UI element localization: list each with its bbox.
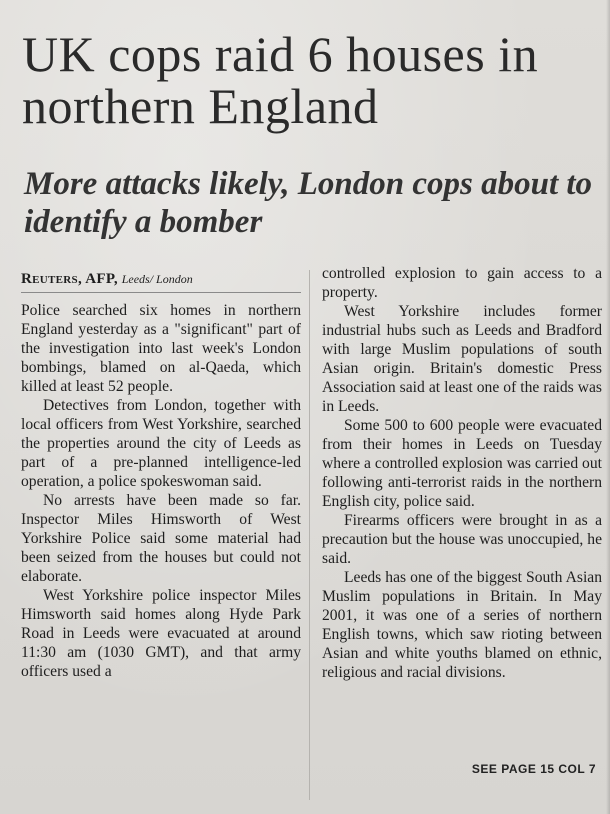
paragraph: controlled explosion to gain access to a property.	[322, 265, 602, 301]
paragraph: West Yorkshire police inspector Miles Himsworth said homes along Hyde Park Road in Leeds were evacuated at around 11:30 am (1030 GMT), and that army officers used a	[21, 587, 301, 680]
byline-location: Leeds/ London	[121, 272, 193, 286]
paragraph: No arrests have been made so far. Inspector Miles Himsworth of West Yorkshire Police said some material had been seized from the houses but could not elaborate.	[21, 492, 301, 585]
paragraph: Firearms officers were brought in as a precaution but the house was unoccupied, he said.	[322, 512, 602, 567]
paragraph: Police searched six homes in northern England yesterday as a "significant" part of the investigation into last week's London bombings, blamed on al-Qaeda, which killed at least 52 people.	[21, 302, 301, 395]
paragraph: Some 500 to 600 people were evacuated from their homes in Leeds on Tuesday where a controlled explosion was carried out following anti-terrorist raids in the northern English city, police said.	[322, 417, 602, 510]
paragraph: Leeds has one of the biggest South Asian Muslim populations in Britain. In May 2001, it was one of a series of northern English towns, which saw rioting between Asian and white youths blamed on ethnic, religious and racial divisions.	[322, 569, 602, 681]
byline-source: Reuters, AFP,	[21, 271, 118, 287]
continuation-jump-line: SEE PAGE 15 COL 7	[471, 762, 596, 776]
column-divider	[309, 270, 310, 800]
byline	[21, 270, 301, 293]
subheadline: More attacks likely, London cops about to identify a bomber	[24, 166, 593, 240]
paragraph: West Yorkshire includes former industrial hubs such as Leeds and Bradford with large Muslim populations of south Asian origin. Britain's domestic Press Association said at least one of the raids was in Leeds.	[322, 303, 602, 415]
paper-edge-shadow	[606, 0, 610, 814]
paragraph: Detectives from London, together with local officers from West Yorkshire, searched the properties around the city of Leeds as part of a pre-planned intelligence-led operation, a police spokeswoman said.	[21, 397, 301, 490]
headline: UK cops raid 6 houses in northern England	[22, 26, 539, 134]
article-column-right	[322, 264, 602, 682]
article-column-left	[21, 270, 301, 681]
